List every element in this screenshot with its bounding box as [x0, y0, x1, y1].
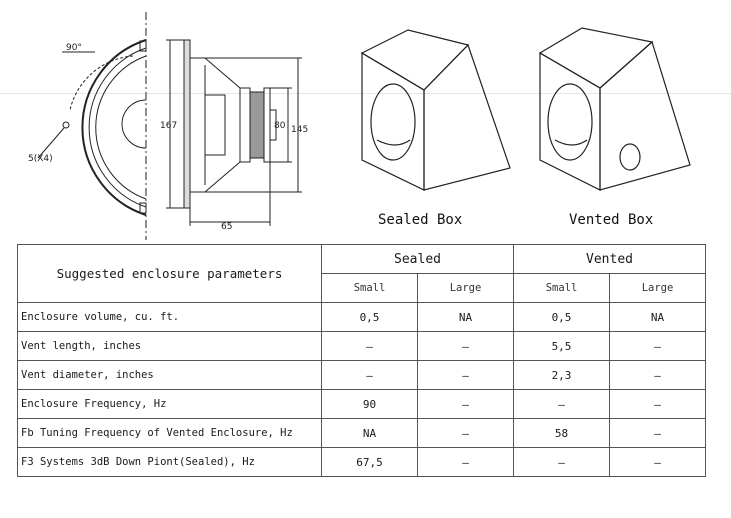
vented-group-header: Vented: [514, 245, 706, 274]
speaker-flange: [184, 40, 190, 208]
row-label: F3 Systems 3dB Down Piont(Sealed), Hz: [18, 448, 322, 477]
inner-frame-arc: [89, 48, 146, 207]
table-row: [18, 361, 706, 390]
row-label: Vent diameter, inches: [18, 361, 322, 390]
table-row: [18, 390, 706, 419]
speaker-basket: [190, 58, 240, 192]
table-cell: –: [418, 332, 514, 361]
cone-profile: [205, 95, 225, 155]
row-label: Enclosure volume, cu. ft.: [18, 303, 322, 332]
row-label: Vent length, inches: [18, 332, 322, 361]
table-cell: 0,5: [322, 303, 418, 332]
table-cell: –: [418, 448, 514, 477]
dim-height-label: 167: [160, 121, 178, 131]
dim-depth-label: 65: [221, 222, 233, 232]
hole-label: 5(X4): [28, 154, 53, 164]
table-cell: NA: [418, 303, 514, 332]
table-cell: 0,5: [514, 303, 610, 332]
table-cell: –: [610, 448, 706, 477]
vented-side-face: [600, 42, 690, 190]
table-row: [18, 303, 706, 332]
sealed-side-face: [424, 45, 510, 190]
table-cell: NA: [322, 419, 418, 448]
vented-hole-depth: [555, 140, 587, 145]
table-cell: 5,5: [514, 332, 610, 361]
vent-port: [620, 144, 640, 170]
table-cell: –: [514, 448, 610, 477]
sealed-large-header: Large: [418, 274, 514, 303]
dust-cap-arc: [122, 100, 146, 148]
vented-small-header: Small: [514, 274, 610, 303]
table-title: Suggested enclosure parameters: [18, 245, 322, 303]
table-cell: –: [610, 332, 706, 361]
sealed-box-drawing: [362, 30, 510, 190]
vented-driver-hole: [548, 84, 592, 160]
mount-hole-side: [63, 122, 69, 128]
technical-drawings: [0, 0, 731, 245]
table-cell: –: [610, 390, 706, 419]
sealed-group-header: Sealed: [322, 245, 514, 274]
dim-outer-label: 145: [291, 125, 309, 135]
table-cell: –: [610, 419, 706, 448]
speaker-front-view: [38, 12, 146, 240]
row-label: Enclosure Frequency, Hz: [18, 390, 322, 419]
table-cell: 90: [322, 390, 418, 419]
vented-box-caption: Vented Box: [569, 212, 654, 228]
sealed-driver-hole: [371, 84, 415, 160]
table-cell: –: [610, 361, 706, 390]
magnet-body: [250, 92, 264, 158]
sealed-small-header: Small: [322, 274, 418, 303]
table-cell: 67,5: [322, 448, 418, 477]
sealed-box-caption: Sealed Box: [378, 212, 463, 228]
row-label: Fb Tuning Frequency of Vented Enclosure, Hz: [18, 419, 322, 448]
enclosure-parameters-table: [17, 244, 706, 477]
outer-frame-arc: [82, 40, 146, 215]
table-row: [18, 419, 706, 448]
table-cell: –: [418, 390, 514, 419]
table-cell: –: [322, 332, 418, 361]
angle-label: 90°: [66, 43, 82, 53]
sealed-top-face: [362, 30, 468, 90]
table-cell: NA: [610, 303, 706, 332]
vented-large-header: Large: [610, 274, 706, 303]
cone-edge-arc: [96, 56, 146, 199]
sealed-hole-depth: [377, 140, 410, 145]
dim-magnet-label: 80: [274, 121, 286, 131]
table-cell: –: [322, 361, 418, 390]
vented-front-face: [540, 53, 600, 190]
table-cell: 58: [514, 419, 610, 448]
table-cell: 2,3: [514, 361, 610, 390]
table-cell: –: [514, 390, 610, 419]
table-cell: –: [418, 419, 514, 448]
table-row: [18, 332, 706, 361]
mount-hole-bottom: [140, 203, 146, 213]
magnet-plate-front: [240, 88, 250, 162]
vented-box-drawing: [540, 28, 690, 190]
table-row: [18, 448, 706, 477]
table-cell: –: [418, 361, 514, 390]
magnet-plate-back: [264, 88, 270, 162]
vented-top-face: [540, 28, 652, 88]
speaker-side-view: [166, 40, 302, 226]
